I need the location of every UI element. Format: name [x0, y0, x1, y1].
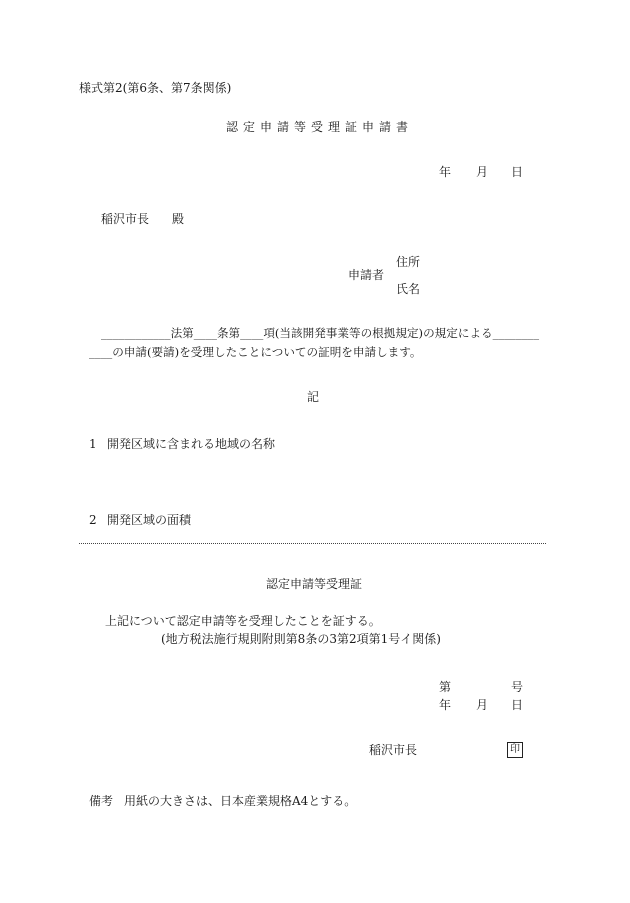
item-2-number: 2 — [89, 513, 97, 527]
application-body-line-2: ____の申請(要請)を受理したことについての証明を申請します。 — [89, 345, 422, 359]
application-date-year: 年 — [439, 165, 452, 179]
receipt-number-go: 号 — [511, 680, 524, 694]
form-label: 様式第2(第6条、第7条関係) — [79, 81, 232, 95]
receipt-number-dai: 第 — [439, 680, 452, 694]
ki-heading: 記 — [307, 390, 320, 404]
remarks-text: 用紙の大きさは、日本産業規格A4とする。 — [124, 794, 357, 808]
name-label: 氏名 — [396, 282, 421, 296]
item-1-label: 開発区域に含まれる地域の名称 — [107, 437, 276, 451]
application-title: 認定申請等受理証申請書 — [226, 120, 414, 134]
item-2-label: 開発区域の面積 — [107, 513, 192, 527]
receipt-date-month: 月 — [476, 698, 489, 712]
addressee-honorific: 殿 — [172, 212, 185, 226]
application-date-day: 日 — [511, 165, 524, 179]
addressee: 稲沢市長 — [101, 212, 150, 226]
seal-box: 印 — [507, 742, 523, 758]
receipt-issuer: 稲沢市長 — [369, 743, 418, 757]
address-label: 住所 — [396, 255, 421, 269]
remarks-label: 備考 — [89, 794, 114, 808]
item-1-number: 1 — [89, 437, 97, 451]
receipt-date-day: 日 — [511, 698, 524, 712]
application-date-month: 月 — [476, 165, 489, 179]
receipt-date-year: 年 — [439, 698, 452, 712]
section-divider — [79, 543, 546, 544]
receipt-legal-basis: (地方税法施行規則附則第8条の3第2項第1号イ関係) — [161, 632, 441, 646]
receipt-certify-text: 上記について認定申請等を受理したことを証する。 — [105, 614, 381, 628]
receipt-title: 認定申請等受理証 — [266, 577, 363, 591]
application-body-line-1: ____________法第____条第____項(当該開発事業等の根拠規定)の規定による________ — [101, 326, 540, 340]
applicant-label: 申請者 — [348, 268, 385, 282]
